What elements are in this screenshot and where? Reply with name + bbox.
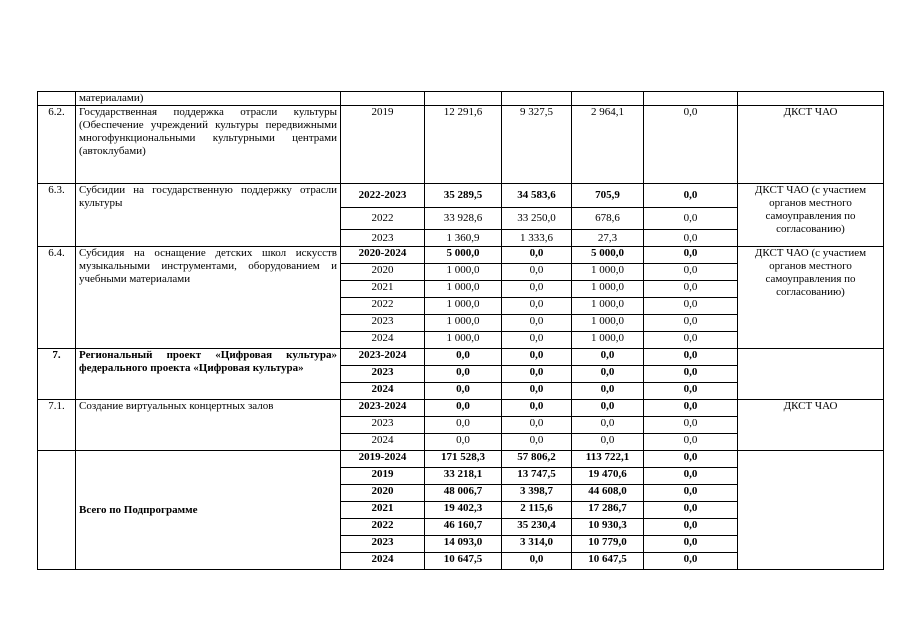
cell-value: 1 333,6 — [502, 230, 572, 247]
cell-value: 0,0 — [572, 349, 644, 366]
cell-name: Региональный проект «Цифровая культура» федерального проекта «Цифровая культура» — [76, 349, 341, 400]
cell-value: 0,0 — [425, 349, 502, 366]
cell-value: 12 291,6 — [425, 106, 502, 184]
cell-value: 0,0 — [644, 106, 738, 184]
cell-value: 0,0 — [502, 417, 572, 434]
cell-year: 2020 — [341, 264, 425, 281]
cell-value: 1 360,9 — [425, 230, 502, 247]
cell-value: 0,0 — [644, 349, 738, 366]
cell-value: 0,0 — [502, 315, 572, 332]
cell-value: 35 289,5 — [425, 184, 502, 208]
cell-executor: ДКСТ ЧАО — [738, 106, 884, 184]
cell-value: 0,0 — [425, 383, 502, 400]
cell-year: 2020 — [341, 485, 425, 502]
cell-year: 2022 — [341, 298, 425, 315]
cell-value: 0,0 — [644, 502, 738, 519]
cell-value: 0,0 — [644, 417, 738, 434]
cell-year: 2023-2024 — [341, 349, 425, 366]
cell-value: 1 000,0 — [572, 298, 644, 315]
cell-value: 0,0 — [572, 417, 644, 434]
cell-num: 6.4. — [38, 247, 76, 349]
cell-value: 1 000,0 — [572, 315, 644, 332]
cell-value: 27,3 — [572, 230, 644, 247]
cell-value: 0,0 — [644, 519, 738, 536]
cell-value: 1 000,0 — [425, 315, 502, 332]
table-row — [38, 451, 884, 468]
cell-value: 19 470,6 — [572, 468, 644, 485]
cell-value: 0,0 — [572, 383, 644, 400]
cell-num: 6.2. — [38, 106, 76, 184]
cell-executor — [738, 349, 884, 400]
cell-year: 2024 — [341, 434, 425, 451]
cell-year: 2023-2024 — [341, 400, 425, 417]
cell-value: 0,0 — [644, 264, 738, 281]
cell-year: 2023 — [341, 536, 425, 553]
cell-value: 0,0 — [502, 349, 572, 366]
cell-name: Государственная поддержка отрасли культуры (Обеспечение учреждений культуры передвижными многофункциональными культурными центрами (автоклубами) — [76, 106, 341, 184]
cell-value: 0,0 — [502, 400, 572, 417]
cell-year: 2023 — [341, 315, 425, 332]
cell-value: 0,0 — [572, 366, 644, 383]
cell-year: 2024 — [341, 553, 425, 570]
subprogram-table-page — [37, 91, 883, 570]
cell-value: 5 000,0 — [572, 247, 644, 264]
cell-value: 13 747,5 — [502, 468, 572, 485]
cell-value: 113 722,1 — [572, 451, 644, 468]
cell-value: 0,0 — [502, 553, 572, 570]
cell-year: 2021 — [341, 281, 425, 298]
cell-value: 10 930,3 — [572, 519, 644, 536]
cell-value: 0,0 — [502, 332, 572, 349]
cell-value: 2 115,6 — [502, 502, 572, 519]
cell-value: 14 093,0 — [425, 536, 502, 553]
funding-table — [37, 91, 884, 570]
cell-value: 0,0 — [644, 184, 738, 208]
cell-year: 2023 — [341, 417, 425, 434]
cell-name: Субсидия на оснащение детских школ искусств музыкальными инструментами, оборудованием и учебными материалами — [76, 247, 341, 349]
cell-year: 2022 — [341, 519, 425, 536]
cell-value: 0,0 — [644, 553, 738, 570]
cell-value: 10 647,5 — [572, 553, 644, 570]
cell-value: 0,0 — [644, 315, 738, 332]
cell-year: 2022 — [341, 208, 425, 230]
cell-num: 7.1. — [38, 400, 76, 451]
cell-value: 44 608,0 — [572, 485, 644, 502]
table-row — [38, 92, 884, 106]
cell-year: 2022-2023 — [341, 184, 425, 208]
cell-value: 9 327,5 — [502, 106, 572, 184]
cell-value: 0,0 — [425, 400, 502, 417]
cell-value: 17 286,7 — [572, 502, 644, 519]
cell-value: 10 779,0 — [572, 536, 644, 553]
cell-executor: ДКСТ ЧАО — [738, 400, 884, 451]
cell-year: 2023 — [341, 366, 425, 383]
cell-value: 35 230,4 — [502, 519, 572, 536]
cell-executor: ДКСТ ЧАО (с участием органов местного самоуправления по согласованию) — [738, 184, 884, 247]
table-row — [38, 106, 884, 184]
cell-value: 1 000,0 — [425, 298, 502, 315]
cell-value: 0,0 — [644, 281, 738, 298]
cell-num: 6.3. — [38, 184, 76, 247]
cell-value: 1 000,0 — [572, 281, 644, 298]
cell-value: 0,0 — [644, 383, 738, 400]
cell-value: 0,0 — [572, 434, 644, 451]
cell-value: 0,0 — [425, 434, 502, 451]
cell-value: 2 964,1 — [572, 106, 644, 184]
cell-year: 2021 — [341, 502, 425, 519]
cell-value: 0,0 — [502, 434, 572, 451]
cell-value: 0,0 — [644, 332, 738, 349]
cell-name: Создание виртуальных концертных залов — [76, 400, 341, 451]
cell-value: 3 398,7 — [502, 485, 572, 502]
table-row — [38, 400, 884, 417]
cell-value: 0,0 — [502, 383, 572, 400]
cell-value: 10 647,5 — [425, 553, 502, 570]
cell-value: 33 928,6 — [425, 208, 502, 230]
table-row — [38, 349, 884, 366]
cell-value: 0,0 — [644, 230, 738, 247]
cell-year: 2019-2024 — [341, 451, 425, 468]
cell-value: 19 402,3 — [425, 502, 502, 519]
cell-value: 0,0 — [644, 468, 738, 485]
cell-value: 171 528,3 — [425, 451, 502, 468]
table-row — [38, 247, 884, 264]
cell-value: 1 000,0 — [425, 281, 502, 298]
cell-value: 0,0 — [644, 208, 738, 230]
cell-value: 0,0 — [502, 247, 572, 264]
cell-value: 0,0 — [644, 451, 738, 468]
cell-value: 57 806,2 — [502, 451, 572, 468]
cell-year: 2020-2024 — [341, 247, 425, 264]
cell-value: 48 006,7 — [425, 485, 502, 502]
cell-value: 46 160,7 — [425, 519, 502, 536]
cell-value: 678,6 — [572, 208, 644, 230]
cell-year: 2019 — [341, 468, 425, 485]
cell-value: 0,0 — [644, 247, 738, 264]
cell-name: Субсидии на государственную поддержку отрасли культуры — [76, 184, 341, 247]
cell-num — [38, 451, 76, 570]
cell-value: 0,0 — [644, 434, 738, 451]
cell-value: 0,0 — [644, 536, 738, 553]
cell-value: 0,0 — [502, 298, 572, 315]
cell-name: материалами) — [76, 92, 341, 106]
cell-value: 0,0 — [425, 417, 502, 434]
cell-value: 33 250,0 — [502, 208, 572, 230]
cell-value: 0,0 — [572, 400, 644, 417]
cell-value: 0,0 — [502, 264, 572, 281]
cell-value: 0,0 — [502, 366, 572, 383]
cell-value: 5 000,0 — [425, 247, 502, 264]
cell-year: 2024 — [341, 332, 425, 349]
cell-value: 0,0 — [644, 366, 738, 383]
cell-year: 2019 — [341, 106, 425, 184]
cell-value: 33 218,1 — [425, 468, 502, 485]
cell-value: 1 000,0 — [572, 332, 644, 349]
cell-value: 0,0 — [425, 366, 502, 383]
cell-executor: ДКСТ ЧАО (с участием органов местного самоуправления по согласованию) — [738, 247, 884, 349]
cell-value: 0,0 — [644, 485, 738, 502]
cell-value: 1 000,0 — [425, 332, 502, 349]
cell-value: 3 314,0 — [502, 536, 572, 553]
cell-value: 705,9 — [572, 184, 644, 208]
cell-year: 2023 — [341, 230, 425, 247]
cell-year: 2024 — [341, 383, 425, 400]
cell-value: 1 000,0 — [572, 264, 644, 281]
table-row — [38, 184, 884, 208]
cell-executor — [738, 451, 884, 570]
cell-num — [38, 92, 76, 106]
cell-value: 34 583,6 — [502, 184, 572, 208]
cell-value: 0,0 — [644, 400, 738, 417]
cell-num: 7. — [38, 349, 76, 400]
cell-value: 0,0 — [644, 298, 738, 315]
cell-value: 0,0 — [502, 281, 572, 298]
cell-value: 1 000,0 — [425, 264, 502, 281]
total-label: Всего по Подпрограмме — [76, 451, 341, 570]
